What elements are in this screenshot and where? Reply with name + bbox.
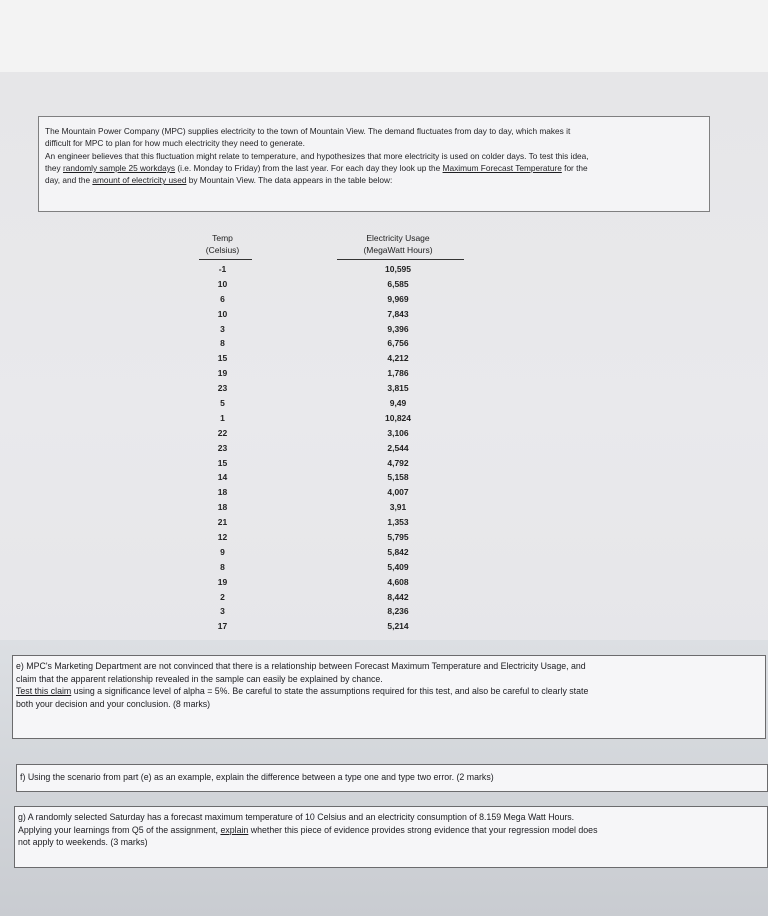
usage-cell: 5,158: [387, 472, 409, 483]
temp-cell: 21: [217, 517, 228, 528]
usage-cell: 8,236: [387, 606, 409, 617]
temp-cell: 1: [220, 412, 225, 423]
usage-cell: 5,214: [387, 621, 409, 632]
question-e-line-3-rest: using a significance level of alpha = 5%. Be careful to state the assumptions required for this test, and also be careful to clearly state: [71, 686, 589, 696]
question-g-line-2-pre: Applying your learnings from Q5 of the assignment,: [18, 824, 221, 835]
explain-word: explain: [220, 824, 249, 835]
temp-cell: 15: [217, 353, 228, 364]
usage-cell: 5,842: [387, 546, 409, 557]
temp-cell: 23: [217, 442, 228, 453]
question-e-box: [12, 655, 766, 739]
temp-cell: 8: [220, 338, 225, 349]
temp-header-rule: [199, 259, 252, 260]
temp-cell: 23: [217, 383, 228, 394]
temp-cell: 5: [220, 398, 225, 409]
temp-cell: 19: [217, 368, 228, 379]
temp-header-line-2: (Celsius): [205, 245, 240, 255]
intro-amount-electricity: amount of electricity used: [92, 175, 187, 186]
temp-cell: 9: [220, 546, 225, 557]
electricity-header-line-2: (MegaWatt Hours): [363, 245, 433, 255]
usage-cell: 9,49: [389, 398, 407, 409]
usage-cell: 3,91: [389, 502, 407, 513]
usage-cell: 10,824: [385, 412, 411, 423]
temp-cell: 10: [217, 278, 228, 289]
test-this-claim: Test this claim: [16, 686, 72, 696]
usage-cell: 4,212: [387, 353, 409, 364]
temp-cell: 2: [220, 591, 225, 602]
temp-cell: -1: [218, 264, 227, 274]
intro-line-2: difficult for MPC to plan for how much electricity they need to generate.: [45, 138, 305, 149]
temp-header: [195, 232, 250, 256]
intro-line-4-pre: they: [45, 162, 63, 173]
usage-cell: 6,585: [387, 278, 409, 289]
temp-cell: 15: [217, 457, 228, 468]
intro-line-5: [45, 174, 703, 186]
temp-cell: 10: [217, 308, 228, 319]
intro-randomly-sample: randomly sample 25 workdays: [63, 162, 176, 173]
question-f-box: [16, 764, 768, 792]
usage-cell: 4,792: [387, 457, 409, 468]
usage-cell: 6,756: [387, 338, 409, 349]
temp-cell: 17: [217, 621, 228, 632]
usage-cell: 9,396: [387, 323, 409, 334]
usage-cell: 4,608: [387, 576, 409, 587]
top-blank-bar: [0, 0, 768, 72]
temp-cell: 22: [217, 427, 228, 438]
usage-cell: 5,795: [387, 532, 409, 543]
usage-cell: 10,595: [385, 264, 411, 274]
usage-cell: 1,786: [387, 368, 409, 379]
intro-line-5-pre: day, and the: [45, 175, 93, 186]
question-g-line-3: not apply to weekends. (3 marks): [18, 837, 148, 847]
intro-line-4-mid: (i.e. Monday to Friday) from the last year. For each day they look up the: [175, 162, 443, 173]
usage-cell: 4,007: [387, 487, 409, 498]
intro-max-forecast-temp: Maximum Forecast Temperature: [442, 162, 562, 173]
temp-column: [195, 262, 250, 634]
electricity-header-line-1: Electricity Usage: [366, 233, 430, 243]
intro-line-5-post: by Mountain View. The data appears in the table below:: [186, 175, 393, 186]
usage-cell: 7,843: [387, 308, 409, 319]
usage-cell: 2,544: [387, 442, 409, 453]
electricity-header: [333, 232, 463, 256]
temp-cell: 6: [220, 293, 225, 304]
temp-cell: 12: [217, 532, 228, 543]
usage-cell: 9,969: [387, 293, 409, 304]
temp-cell: 18: [217, 502, 228, 513]
intro-line-4-post: for the: [561, 162, 588, 173]
temp-cell: 8: [220, 561, 225, 572]
question-g-line-2: [18, 824, 761, 837]
temp-cell: 19: [217, 576, 228, 587]
temp-cell: 3: [220, 606, 225, 617]
intro-line-4: [45, 162, 703, 174]
question-e-line-1: e) MPC's Marketing Department are not convinced that there is a relationship between Forecast Maximum Temperature and Electricity Usage, and: [16, 661, 586, 671]
data-table: [195, 232, 475, 640]
electricity-column: [333, 262, 463, 634]
usage-cell: 1,353: [387, 517, 409, 528]
question-f-line: f) Using the scenario from part (e) as an example, explain the difference between a type one and type two error. (2 marks): [20, 772, 494, 782]
temp-cell: 14: [217, 472, 228, 483]
usage-cell: 8,442: [387, 591, 409, 602]
intro-box: [38, 116, 710, 212]
intro-line-1: The Mountain Power Company (MPC) supplies electricity to the town of Mountain View. The demand fluctuates from day to day, which makes it: [45, 126, 571, 136]
question-e-line-2: claim that the apparent relationship revealed in the sample can easily be explained by chance.: [16, 673, 383, 684]
usage-cell: 3,106: [387, 427, 409, 438]
question-e-line-3: [16, 685, 759, 698]
question-g-box: [14, 806, 768, 868]
electricity-header-rule: [337, 259, 464, 260]
question-g-line-1: g) A randomly selected Saturday has a forecast maximum temperature of 10 Celsius and an electricity consumption of 8.159 Mega Watt Hours.: [18, 812, 575, 822]
usage-cell: 5,409: [387, 561, 409, 572]
temp-cell: 3: [220, 323, 225, 334]
question-g-line-2-post: whether this piece of evidence provides strong evidence that your regression model does: [248, 824, 598, 835]
intro-line-3: An engineer believes that this fluctuation might relate to temperature, and hypothesizes that more electricity is used on colder days. To test this idea,: [45, 150, 589, 161]
temp-cell: 18: [217, 487, 228, 498]
usage-cell: 3,815: [387, 383, 409, 394]
temp-header-line-1: Temp: [212, 233, 233, 243]
question-e-line-4: both your decision and your conclusion. (8 marks): [16, 698, 211, 709]
